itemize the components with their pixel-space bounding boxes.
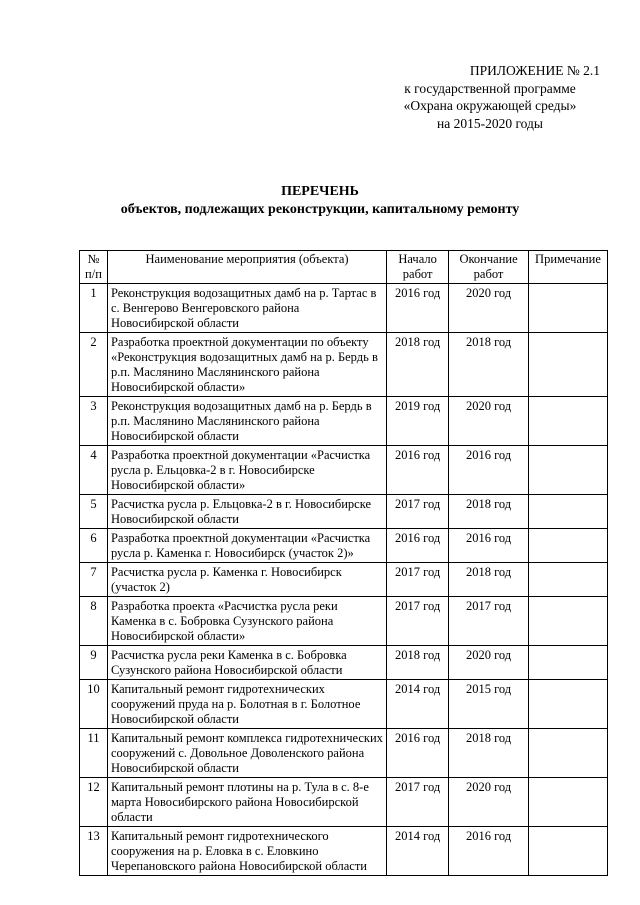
cell-note (529, 827, 608, 876)
cell-note (529, 397, 608, 446)
document-title: ПЕРЕЧЕНЬ (281, 184, 359, 199)
table-row (80, 729, 608, 778)
cell-num: 3 (80, 397, 108, 446)
cell-note (529, 778, 608, 827)
cell-name: Разработка проектной документации «Расчистка русла р. Ельцовка-2 в г. Новосибирске Новосибирской области» (107, 446, 386, 495)
cell-name: Разработка проектной документации по объекту «Реконструкция водозащитных дамб на р. Бердь в р.п. Маслянино Маслянинского района Новосибирской области» (107, 333, 386, 397)
cell-start: 2017 год (387, 563, 449, 597)
appendix-title: ПРИЛОЖЕНИЕ № 2.1 (469, 63, 600, 78)
cell-note (529, 646, 608, 680)
cell-start: 2018 год (387, 646, 449, 680)
header-end: Окончание работ (449, 251, 529, 284)
cell-start: 2016 год (387, 529, 449, 563)
cell-name: Капитальный ремонт гидротехнических сооружений пруда на р. Болотная в г. Болотное Новосибирской области (107, 680, 386, 729)
table-row (80, 529, 608, 563)
objects-table (79, 250, 608, 876)
cell-name: Расчистка русла р. Каменка г. Новосибирск (участок 2) (107, 563, 386, 597)
header-name: Наименование мероприятия (объекта) (107, 251, 386, 284)
cell-end: 2018 год (449, 333, 529, 397)
cell-start: 2016 год (387, 284, 449, 333)
cell-end: 2020 год (449, 778, 529, 827)
cell-name: Разработка проекта «Расчистка русла реки Каменка в с. Бобровка Сузунского района Новосибирской области» (107, 597, 386, 646)
cell-num: 6 (80, 529, 108, 563)
table-row (80, 495, 608, 529)
cell-start: 2017 год (387, 778, 449, 827)
cell-num: 13 (80, 827, 108, 876)
cell-end: 2017 год (449, 597, 529, 646)
cell-num: 7 (80, 563, 108, 597)
cell-end: 2016 год (449, 529, 529, 563)
cell-num: 4 (80, 446, 108, 495)
cell-end: 2020 год (449, 646, 529, 680)
cell-start: 2017 год (387, 597, 449, 646)
document-subtitle: объектов, подлежащих реконструкции, капитальному ремонту (120, 202, 520, 217)
cell-note (529, 446, 608, 495)
cell-start: 2014 год (387, 827, 449, 876)
cell-end: 2020 год (449, 397, 529, 446)
cell-note (529, 563, 608, 597)
cell-start: 2019 год (387, 397, 449, 446)
table-row (80, 284, 608, 333)
cell-name: Расчистка русла реки Каменка в с. Бобровка Сузунского района Новосибирской области (107, 646, 386, 680)
cell-end: 2016 год (449, 446, 529, 495)
cell-note (529, 729, 608, 778)
cell-name: Капитальный ремонт гидротехнического сооружения на р. Еловка в с. Еловкино Черепановского района Новосибирской области (107, 827, 386, 876)
cell-name: Реконструкция водозащитных дамб на р. Тартас в с. Венгерово Венгеровского района Новосибирской области (107, 284, 386, 333)
cell-name: Капитальный ремонт комплекса гидротехнических сооружений с. Довольное Доволенского района Новосибирской области (107, 729, 386, 778)
table-row (80, 778, 608, 827)
appendix-block (340, 62, 600, 132)
table-row (80, 827, 608, 876)
cell-end: 2018 год (449, 729, 529, 778)
cell-note (529, 333, 608, 397)
table-row (80, 563, 608, 597)
cell-end: 2020 год (449, 284, 529, 333)
cell-end: 2016 год (449, 827, 529, 876)
cell-end: 2018 год (449, 563, 529, 597)
table-header-row (80, 251, 608, 284)
table-row (80, 397, 608, 446)
table-row (80, 446, 608, 495)
cell-num: 11 (80, 729, 108, 778)
cell-num: 1 (80, 284, 108, 333)
cell-start: 2018 год (387, 333, 449, 397)
header-start: Начало работ (387, 251, 449, 284)
cell-name: Расчистка русла р. Ельцовка-2 в г. Новосибирске Новосибирской области (107, 495, 386, 529)
cell-num: 8 (80, 597, 108, 646)
cell-note (529, 495, 608, 529)
cell-start: 2017 год (387, 495, 449, 529)
appendix-line: «Охрана окружающей среды» (403, 98, 577, 113)
document-heading (0, 183, 640, 219)
cell-note (529, 284, 608, 333)
table-row (80, 646, 608, 680)
cell-end: 2015 год (449, 680, 529, 729)
cell-num: 12 (80, 778, 108, 827)
appendix-line: на 2015-2020 годы (437, 115, 543, 131)
cell-name: Реконструкция водозащитных дамб на р. Бердь в р.п. Маслянино Маслянинского района Новосибирской области (107, 397, 386, 446)
cell-start: 2014 год (387, 680, 449, 729)
cell-name: Разработка проектной документации «Расчистка русла р. Каменка г. Новосибирск (участок 2)» (107, 529, 386, 563)
cell-note (529, 529, 608, 563)
cell-start: 2016 год (387, 729, 449, 778)
header-num: № п/п (80, 251, 108, 284)
cell-note (529, 680, 608, 729)
appendix-line: к государственной программе (404, 80, 576, 96)
table-row (80, 680, 608, 729)
cell-name: Капитальный ремонт плотины на р. Тула в с. 8-е марта Новосибирского района Новосибирской области (107, 778, 386, 827)
table-row (80, 333, 608, 397)
cell-num: 5 (80, 495, 108, 529)
cell-start: 2016 год (387, 446, 449, 495)
cell-end: 2018 год (449, 495, 529, 529)
cell-num: 9 (80, 646, 108, 680)
cell-num: 2 (80, 333, 108, 397)
cell-num: 10 (80, 680, 108, 729)
table-row (80, 597, 608, 646)
cell-note (529, 597, 608, 646)
header-note: Примечание (529, 251, 608, 284)
